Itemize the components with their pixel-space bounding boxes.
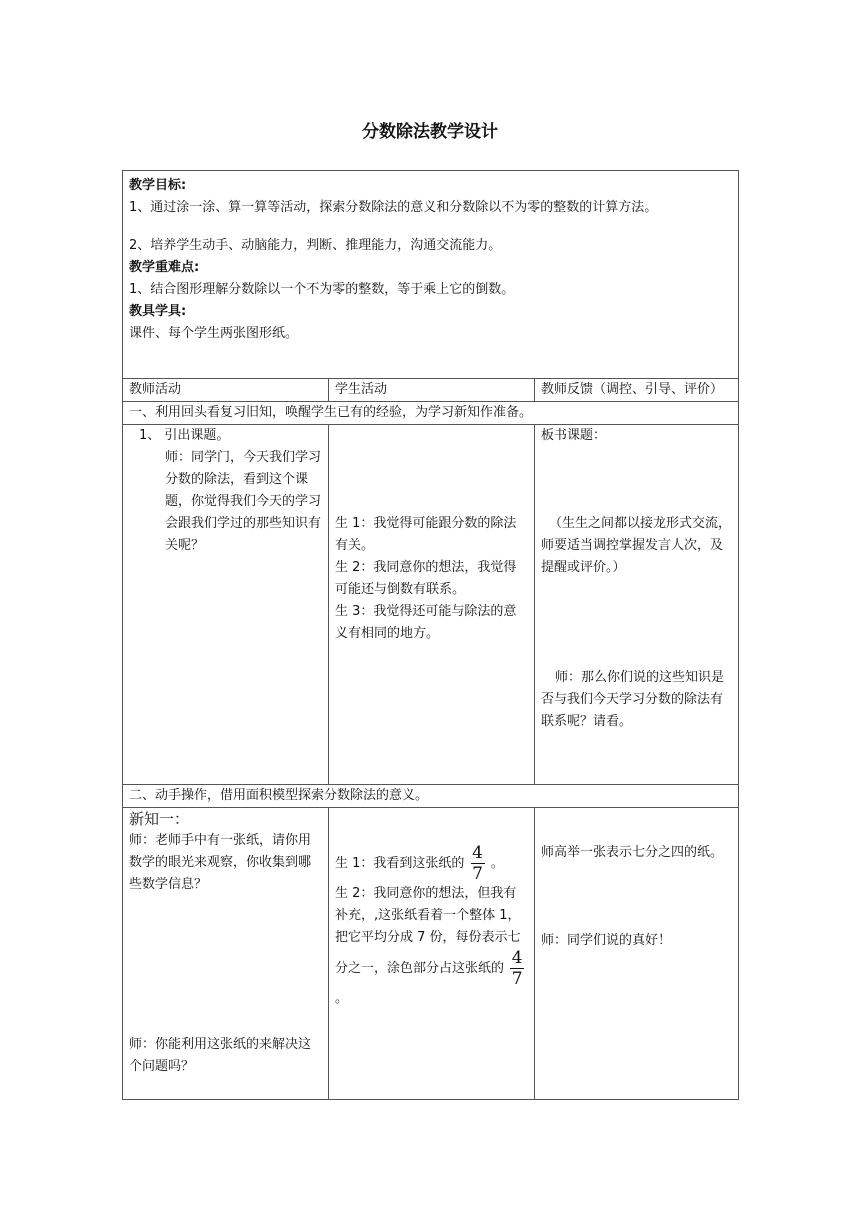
section-2-feedback-cell [535, 808, 739, 1100]
column-header-row [123, 379, 739, 402]
column-header-teacher: 教师活动 [123, 379, 329, 402]
section-2-row [123, 808, 739, 1100]
section-1-teacher-title: 1、 引出课题。 [139, 428, 230, 443]
board-title-label: 板书课题： [541, 428, 607, 443]
document-title: 分数除法教学设计 [362, 122, 498, 142]
section-1-student-cell [329, 425, 535, 785]
section-1-teacher-cell [123, 425, 329, 785]
tools-heading: 教具学具: [129, 304, 187, 319]
fraction-four-sevenths: $\frac{4}{7}$ [511, 948, 523, 989]
tools-item: 课件、每个学生两张图形纸。 [129, 326, 299, 341]
section-2-teacher-cell [123, 808, 329, 1100]
section-1-teacher-text: 师：同学门，今天我们学习分数的除法，看到这个课题，你觉得我们今天的学习会跟我们学过的那些知识有关呢？ [165, 450, 322, 553]
student-answer-1: 生 1：我觉得可能跟分数的除法有关。 [335, 516, 517, 553]
student-answer-fraction-2: 生 2：我同意你的想法，但我有补充，,这张纸看着一个整体 1，把它平均分成 7 份，每份表示七分之一，涂色部分占这张纸的 $\frac{4}{7}$ 。 [335, 886, 523, 1006]
fraction-four-sevenths: $\frac{4}{7}$ [472, 843, 483, 884]
section-1-feedback-cell [535, 425, 739, 785]
goals-heading: 教学目标: [129, 178, 187, 193]
goals-cell [123, 171, 739, 379]
section-1-row [123, 425, 739, 785]
section-2-student-cell [329, 808, 535, 1100]
section-2-feedback-1: 师高举一张表示七分之四的纸。 [541, 845, 724, 860]
column-header-student: 学生活动 [329, 379, 535, 402]
student-answer-3: 生 3：我觉得还可能与除法的意义有相同的地方。 [335, 604, 517, 641]
section-2-feedback-2: 师：同学们说的真好！ [541, 933, 672, 948]
new-knowledge-title: 新知一： [129, 810, 190, 828]
key-point-item-1: 1、结合图形理解分数除以一个不为零的整数，等于乘上它的倒数。 [129, 282, 515, 297]
section-2-teacher-text-1: 师：老师手中有一张纸，请你用数学的眼光来观察，你收集到哪些数学信息？ [129, 833, 312, 892]
column-header-feedback: 教师反馈（调控、引导、评价） [535, 379, 739, 402]
goal-item-2: 2、培养学生动手、动脑能力，判断、推理能力，沟通交流能力。 [129, 238, 502, 253]
section-2-heading: 二、动手操作，借用面积模型探索分数除法的意义。 [123, 785, 739, 808]
student-answer-fraction-1: 生 1：我看到这张纸的 $\frac{4}{7}$ 。 [335, 843, 504, 884]
student-answer-2: 生 2：我同意你的想法，我觉得可能还与倒数有联系。 [335, 560, 517, 597]
lesson-plan-table [122, 170, 739, 1100]
section-1-heading: 一、利用回头看复习旧知，唤醒学生已有的经验，为学习新知作准备。 [123, 402, 739, 425]
section-2-teacher-text-2: 师：你能利用这张纸的来解决这个问题吗？ [129, 1037, 312, 1074]
goal-item-1: 1、通过涂一涂、算一算等活动，探索分数除法的意义和分数除以不为零的整数的计算方法。 [129, 200, 658, 215]
key-points-heading: 教学重难点: [129, 260, 200, 275]
feedback-note: （生生之间都以接龙形式交流，师要适当调控掌握发言人次，及提醒或评价。） [541, 516, 732, 575]
feedback-question: 师：那么你们说的这些知识是否与我们今天学习分数的除法有联系呢？请看。 [541, 670, 725, 729]
